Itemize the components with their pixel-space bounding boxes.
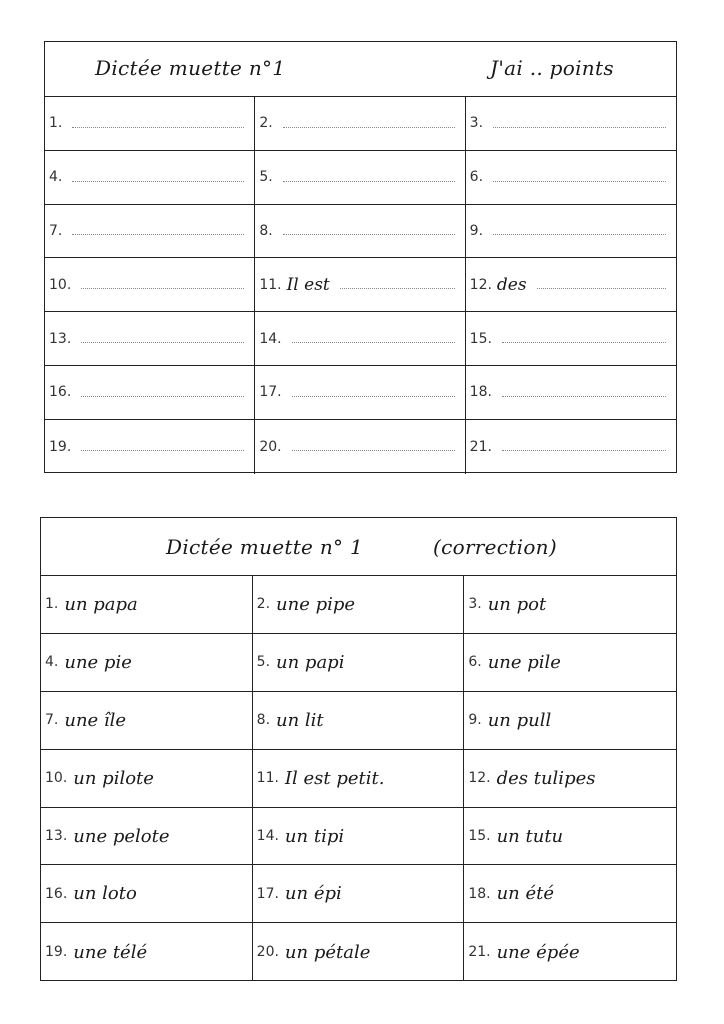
item-number: 5. <box>256 654 271 671</box>
answer-text: une télé <box>73 941 148 963</box>
item-number: 13. <box>49 330 72 347</box>
item-number: 8. <box>256 712 271 729</box>
correction-cell <box>464 865 676 923</box>
answer-text: un pot <box>487 593 547 615</box>
answer-cell[interactable] <box>466 151 676 205</box>
correction-cell <box>464 634 676 692</box>
correction-cell <box>41 692 253 750</box>
correction-cell <box>253 923 465 981</box>
item-number: 7. <box>45 712 59 729</box>
item-number: 1. <box>49 115 63 132</box>
item-number: 12. <box>469 276 492 293</box>
item-number: 21. <box>468 944 491 961</box>
worksheet-table <box>44 41 677 473</box>
answer-text: une pile <box>487 651 561 673</box>
item-number: 9. <box>469 222 484 239</box>
correction-cell <box>41 923 253 981</box>
answer-cell[interactable] <box>466 258 676 312</box>
answer-cell[interactable] <box>255 258 465 312</box>
correction-header <box>41 518 676 576</box>
item-number: 19. <box>45 944 68 961</box>
item-number: 18. <box>468 885 491 902</box>
item-number: 4. <box>49 169 63 186</box>
item-number: 5. <box>259 169 273 186</box>
dotted-writing-line[interactable] <box>502 450 666 451</box>
correction-cell <box>41 808 253 866</box>
worksheet-header <box>45 42 676 97</box>
dotted-writing-line[interactable] <box>493 181 666 182</box>
item-number: 3. <box>469 115 484 132</box>
answer-text: des tulipes <box>496 767 596 789</box>
dotted-writing-line[interactable] <box>72 181 244 182</box>
item-number: 11. <box>256 770 279 787</box>
answer-cell[interactable] <box>45 97 255 151</box>
item-number: 15. <box>468 828 491 844</box>
answer-cell[interactable] <box>45 366 255 420</box>
item-number: 12. <box>468 770 491 787</box>
answer-text: une pipe <box>276 593 356 615</box>
item-number: 6. <box>469 169 484 186</box>
score-label: J'ai .. points <box>490 56 614 80</box>
dotted-writing-line[interactable] <box>283 234 455 235</box>
item-number: 8. <box>259 222 273 239</box>
item-number: 6. <box>468 654 482 671</box>
correction-cell <box>41 750 253 808</box>
answer-text: un pilote <box>73 767 154 789</box>
answer-text: Il est petit. <box>284 767 385 789</box>
answer-cell[interactable] <box>255 151 465 205</box>
answer-cell[interactable] <box>45 151 255 205</box>
correction-label: (correction) <box>433 535 557 559</box>
answer-cell[interactable] <box>255 366 465 420</box>
answer-cell[interactable] <box>255 312 465 366</box>
answer-cell[interactable] <box>466 312 676 366</box>
answer-cell[interactable] <box>466 366 676 420</box>
correction-title: Dictée muette n° 1 <box>166 535 364 559</box>
answer-text: un pull <box>487 709 552 731</box>
answer-text: un lit <box>276 709 324 731</box>
answer-cell[interactable] <box>466 420 676 474</box>
item-number: 15. <box>469 330 492 347</box>
dotted-writing-line[interactable] <box>72 234 244 235</box>
item-number: 14. <box>256 828 279 844</box>
correction-cell <box>464 808 676 866</box>
dotted-writing-line[interactable] <box>502 396 666 397</box>
answer-cell[interactable] <box>45 205 255 259</box>
dotted-writing-line[interactable] <box>81 450 244 451</box>
correction-cell <box>41 634 253 692</box>
answer-text: une pie <box>64 651 132 673</box>
dotted-writing-line[interactable] <box>537 288 666 289</box>
item-number: 10. <box>49 276 72 293</box>
correction-cell <box>41 865 253 923</box>
correction-cell <box>464 576 676 634</box>
answer-text: une île <box>64 709 127 731</box>
dotted-writing-line[interactable] <box>72 127 244 128</box>
dotted-writing-line[interactable] <box>81 342 244 343</box>
answer-text: un tutu <box>496 825 564 847</box>
correction-cell <box>41 576 253 634</box>
item-number: 16. <box>45 885 68 902</box>
correction-cell <box>464 750 676 808</box>
correction-cell <box>464 692 676 750</box>
answer-text: un épi <box>284 883 342 905</box>
item-number: 20. <box>259 438 282 455</box>
dotted-writing-line[interactable] <box>292 450 455 451</box>
answer-cell[interactable] <box>466 97 676 151</box>
dotted-writing-line[interactable] <box>283 127 455 128</box>
item-number: 1. <box>45 596 59 613</box>
item-number: 11. <box>259 276 282 293</box>
item-number: 19. <box>49 438 72 455</box>
correction-grid <box>41 576 676 981</box>
answer-text: un papi <box>276 651 345 673</box>
worksheet-grid <box>45 97 676 474</box>
correction-cell <box>253 865 465 923</box>
answer-text: un pétale <box>284 941 371 963</box>
worksheet-title: Dictée muette n°1 <box>95 56 286 80</box>
dotted-writing-line[interactable] <box>283 181 455 182</box>
correction-cell <box>253 634 465 692</box>
dotted-writing-line[interactable] <box>292 396 455 397</box>
dotted-writing-line[interactable] <box>493 234 666 235</box>
item-number: 16. <box>49 384 72 401</box>
dotted-writing-line[interactable] <box>340 288 455 289</box>
answer-text: une pelote <box>73 825 170 847</box>
answer-cell[interactable] <box>45 312 255 366</box>
item-number: 21. <box>469 438 492 455</box>
item-number: 17. <box>256 885 279 902</box>
correction-cell <box>253 750 465 808</box>
dotted-writing-line[interactable] <box>81 396 244 397</box>
correction-cell <box>253 692 465 750</box>
dotted-writing-line[interactable] <box>502 342 666 343</box>
answer-text: un été <box>496 883 555 905</box>
item-number: 13. <box>45 828 68 844</box>
correction-cell <box>464 923 676 981</box>
item-number: 3. <box>468 596 482 613</box>
dotted-writing-line[interactable] <box>81 288 244 289</box>
correction-table <box>40 517 677 981</box>
answer-cell[interactable] <box>466 205 676 259</box>
item-number: 2. <box>256 596 271 613</box>
answer-cell[interactable] <box>45 420 255 474</box>
dotted-writing-line[interactable] <box>493 127 666 128</box>
item-number: 10. <box>45 770 68 787</box>
answer-text: une épée <box>496 941 580 963</box>
item-prefix: Il est <box>286 274 330 295</box>
item-number: 14. <box>259 330 282 347</box>
item-number: 17. <box>259 384 282 401</box>
answer-cell[interactable] <box>255 420 465 474</box>
correction-cell <box>253 808 465 866</box>
item-number: 2. <box>259 115 273 132</box>
correction-cell <box>253 576 465 634</box>
dotted-writing-line[interactable] <box>292 342 455 343</box>
answer-text: un loto <box>73 883 137 905</box>
item-number: 9. <box>468 712 482 729</box>
item-number: 4. <box>45 654 59 671</box>
answer-cell[interactable] <box>255 97 465 151</box>
item-number: 18. <box>469 384 492 401</box>
answer-text: un tipi <box>284 825 345 847</box>
answer-cell[interactable] <box>255 205 465 259</box>
answer-cell[interactable] <box>45 258 255 312</box>
item-number: 20. <box>256 944 279 961</box>
item-number: 7. <box>49 222 63 239</box>
item-prefix: des <box>496 274 527 295</box>
answer-text: un papa <box>64 593 138 615</box>
